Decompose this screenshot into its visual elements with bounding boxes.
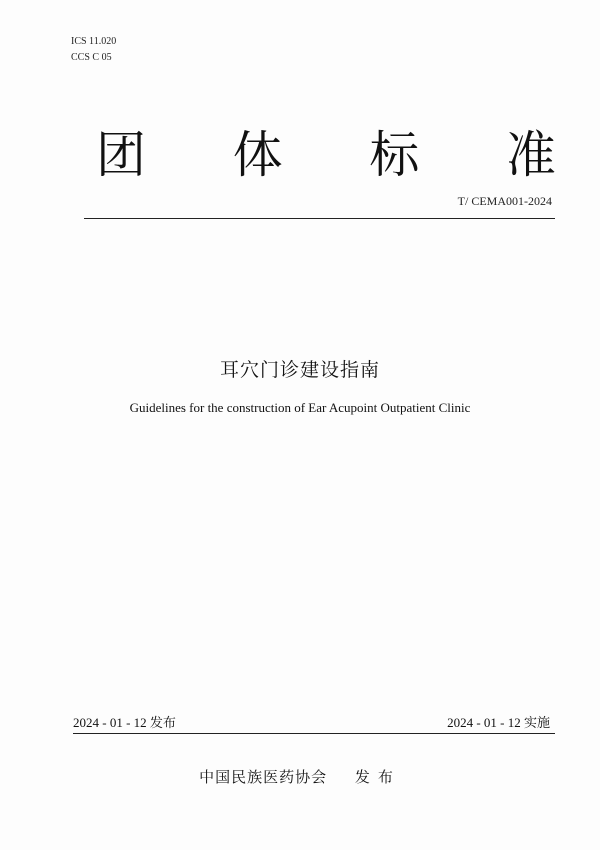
document-title-chinese: 耳穴门诊建设指南	[219, 359, 380, 381]
category-char-4: 准	[505, 126, 556, 184]
top-divider	[84, 218, 555, 219]
ccs-code: CCS C 05	[71, 52, 112, 63]
publisher-line	[0, 766, 600, 787]
category-char-2: 体	[232, 126, 283, 184]
implementation-date: 2024 - 01 - 12 实施	[447, 715, 550, 730]
standard-number: T/ CEMA001-2024	[457, 194, 552, 208]
standard-category-heading	[96, 120, 556, 190]
publisher-name: 中国民族医药协会	[199, 768, 328, 786]
issue-date: 2024 - 01 - 12 发布	[73, 715, 176, 730]
document-title-english: Guidelines for the construction of Ear Acupoint Outpatient Clinic	[129, 400, 471, 415]
ics-code: ICS 11.020	[71, 36, 117, 47]
category-char-1: 团	[96, 126, 146, 184]
publish-label: 发布	[354, 768, 401, 786]
bottom-divider	[73, 733, 555, 734]
classification-codes	[71, 34, 116, 66]
category-char-3: 标	[369, 126, 420, 184]
